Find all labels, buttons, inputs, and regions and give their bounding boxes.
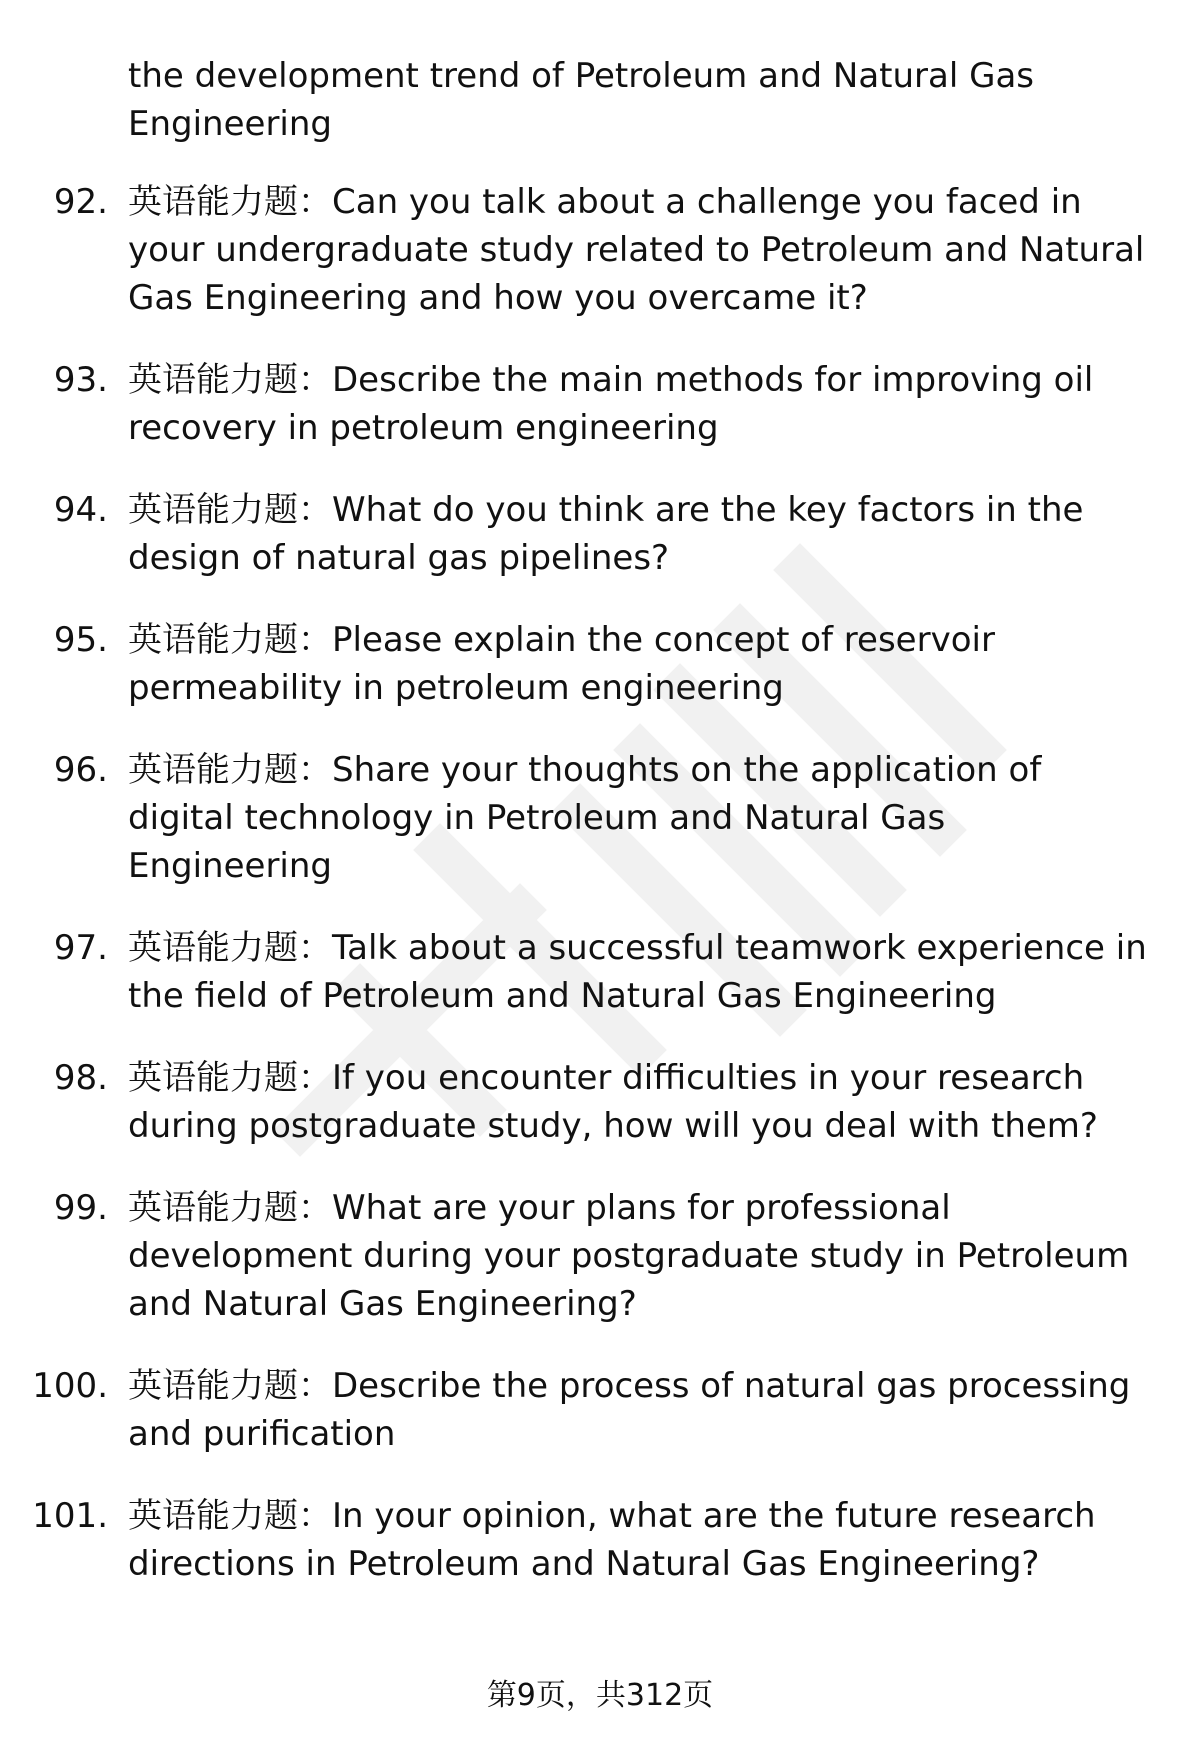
question-body: Share your thoughts on the application of digital technology in Petroleum and Natural Gas Engineering — [128, 750, 1042, 886]
question-text — [128, 1184, 1148, 1328]
continuation-line: the development trend of Petroleum and Natural Gas Engineering — [128, 56, 1034, 144]
question-body: Can you talk about a challenge you faced in your undergraduate study related to Petroleum and Natural Gas Engineering and how you overcame it? — [128, 182, 1145, 318]
question-body: Talk about a successful teamwork experience in the field of Petroleum and Natural Gas Engineering — [128, 928, 1147, 1016]
question-body: What are your plans for professional development during your postgraduate study in Petroleum and Natural Gas Engineering? — [128, 1188, 1130, 1324]
question-prefix: 英语能力题： — [128, 750, 332, 790]
question-item — [0, 1054, 1200, 1150]
question-prefix: 英语能力题： — [128, 620, 332, 660]
question-prefix: 英语能力题： — [128, 182, 332, 222]
continuation-text — [0, 52, 1148, 148]
question-number: 100. — [32, 1366, 108, 1406]
question-item — [0, 486, 1200, 582]
question-text — [128, 616, 1148, 712]
question-body: If you encounter difficulties in your research during postgraduate study, how will you deal with them? — [128, 1058, 1098, 1146]
question-text — [128, 356, 1148, 452]
page-footer: 第9页，共312页 — [486, 1678, 714, 1713]
question-item — [0, 746, 1200, 890]
question-text — [128, 924, 1148, 1020]
question-item — [0, 924, 1200, 1020]
question-prefix: 英语能力题： — [128, 1058, 332, 1098]
question-prefix: 英语能力题： — [128, 490, 332, 530]
question-number: 92. — [53, 182, 108, 222]
question-item — [0, 356, 1200, 452]
question-item — [0, 1492, 1200, 1588]
question-text — [128, 1362, 1148, 1458]
question-item — [0, 1184, 1200, 1328]
question-prefix: 英语能力题： — [128, 1366, 332, 1406]
question-list — [0, 52, 1200, 1622]
question-body: Describe the main methods for improving oil recovery in petroleum engineering — [128, 360, 1094, 448]
question-text — [128, 746, 1148, 890]
question-prefix: 英语能力题： — [128, 360, 332, 400]
question-body: In your opinion, what are the future research directions in Petroleum and Natural Gas Engineering? — [128, 1496, 1096, 1584]
question-prefix: 英语能力题： — [128, 1496, 332, 1536]
question-item — [0, 178, 1200, 322]
question-body: Describe the process of natural gas processing and purification — [128, 1366, 1131, 1454]
question-prefix: 英语能力题： — [128, 928, 332, 968]
question-text — [128, 178, 1148, 322]
question-prefix: 英语能力题： — [128, 1188, 332, 1228]
question-number: 96. — [53, 750, 108, 790]
question-number: 98. — [53, 1058, 108, 1098]
question-body: What do you think are the key factors in the design of natural gas pipelines? — [128, 490, 1084, 578]
question-number: 97. — [53, 928, 108, 968]
question-text — [128, 1054, 1148, 1150]
question-number: 93. — [53, 360, 108, 400]
question-text — [128, 1492, 1148, 1588]
question-text — [128, 486, 1148, 582]
question-number: 95. — [53, 620, 108, 660]
question-item — [0, 616, 1200, 712]
question-body: Please explain the concept of reservoir permeability in petroleum engineering — [128, 620, 995, 708]
question-number: 94. — [53, 490, 108, 530]
question-number: 99. — [53, 1188, 108, 1228]
question-item — [0, 1362, 1200, 1458]
question-number: 101. — [32, 1496, 108, 1536]
